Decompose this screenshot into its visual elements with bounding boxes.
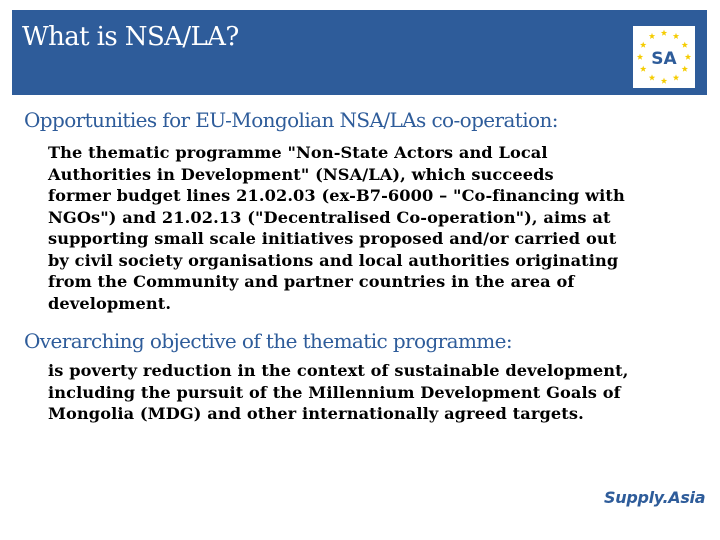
section-heading-objective: Overarching objective of the thematic programme:	[24, 329, 513, 353]
title-banner	[12, 10, 707, 95]
section-heading-opportunities: Opportunities for EU-Mongolian NSA/LAs co-operation:	[24, 108, 558, 132]
section-body-opportunities: The thematic programme "Non-State Actors and Local Authorities in Development" (NSA/LA), which succeeds former budget lines 21.02.03 (ex-B7-6000 – "Co-financing with NGOs") and 21.02.13 ("Decentralised Co-operation"), aims at supporting small scale initiatives proposed and/or carried out by civil society organisations and local authorities originating from the Community and partner countries in the area of development.	[48, 143, 625, 313]
slide-title: What is NSA/LA?	[22, 22, 239, 52]
logo-text: SA	[651, 49, 677, 69]
section-body-objective: is poverty reduction in the context of sustainable development, including the pursuit of the Millennium Development Goals of Mongolia (MDG) and other internationally agreed targets.	[48, 361, 629, 423]
supply-asia-brand: Supply.Asia	[604, 488, 706, 507]
eu-stars-sa-logo-icon	[633, 26, 695, 88]
